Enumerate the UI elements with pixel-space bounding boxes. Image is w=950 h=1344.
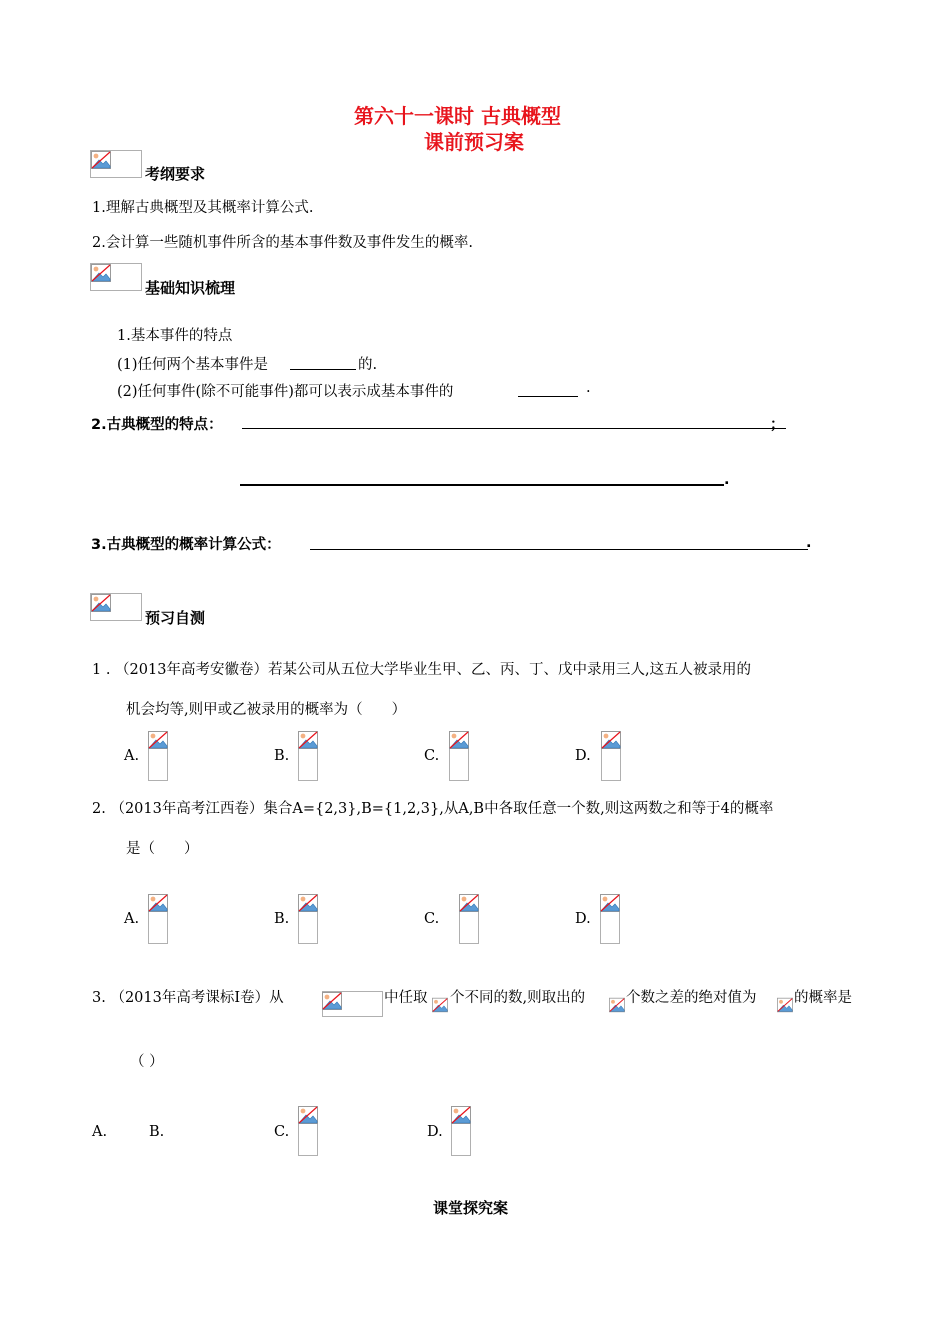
blank-underline xyxy=(290,369,356,370)
point2-line2-end: . xyxy=(724,472,730,488)
broken-image-icon xyxy=(601,731,621,749)
q2-option-c: C. xyxy=(424,911,440,927)
page-title: 第六十一课时 古典概型 xyxy=(354,104,561,128)
section-heading-jichu: 基础知识梳理 xyxy=(145,279,236,297)
section-heading-yuxi: 预习自测 xyxy=(145,609,206,627)
q1-option-c: C. xyxy=(424,748,440,764)
blank-underline xyxy=(518,396,578,397)
broken-image-icon xyxy=(148,894,168,912)
q1-option-b: B. xyxy=(274,748,290,764)
broken-image-icon xyxy=(777,996,793,1014)
point2-label: 2.古典概型的特点： xyxy=(91,417,223,433)
question-2-line1: 2. （2013年高考江西卷）集合A={2,3},B={1,2,3},从A,B中各取任意一个数,则这两数之和等于4的概率 xyxy=(92,801,774,817)
broken-image-icon xyxy=(449,731,469,749)
blank-underline xyxy=(310,549,808,550)
point3-end: . xyxy=(806,535,812,551)
point1-a-suffix: 的. xyxy=(358,357,378,373)
point2-end: ； xyxy=(770,417,785,433)
q1-option-a: A. xyxy=(124,748,140,764)
q3-option-c: C. xyxy=(274,1124,290,1140)
question-3-mid1: 中任取 xyxy=(384,990,428,1006)
point1-b-prefix: (2)任何事件(除不可能事件)都可以表示成基本事件的 xyxy=(117,384,454,400)
broken-image-icon xyxy=(609,996,625,1014)
broken-image-icon xyxy=(298,731,318,749)
q2-option-b: B. xyxy=(274,911,290,927)
question-3-end: 的概率是 xyxy=(794,990,852,1006)
broken-image-icon xyxy=(298,894,318,912)
question-3-mid3: 个数之差的绝对值为 xyxy=(626,990,757,1006)
kaogang-item-1: 1.理解古典概型及其概率计算公式. xyxy=(92,200,314,216)
broken-image-icon xyxy=(600,894,620,912)
kaogang-item-2: 2.会计算一些随机事件所含的基本事件数及事件发生的概率. xyxy=(92,235,473,251)
broken-image-icon xyxy=(148,731,168,749)
q2-option-d: D. xyxy=(575,911,591,927)
point3-label: 3.古典概型的概率计算公式： xyxy=(91,537,281,553)
question-1-line2: 机会均等,则甲或乙被录用的概率为（ ） xyxy=(126,702,407,718)
question-3-paren: （ ） xyxy=(130,1054,164,1070)
q2-option-a: A. xyxy=(124,911,140,927)
question-2-line2: 是（ ） xyxy=(126,841,199,857)
point1-b-suffix: . xyxy=(586,380,591,396)
blank-underline xyxy=(240,484,724,486)
broken-image-icon xyxy=(91,594,111,612)
question-3-prefix: 3. （2013年高考课标Ⅰ卷）从 xyxy=(92,990,284,1006)
q3-option-d: D. xyxy=(427,1124,443,1140)
broken-image-icon xyxy=(91,264,111,282)
q3-option-a: A. xyxy=(92,1124,108,1140)
blank-underline xyxy=(242,428,786,429)
broken-image-icon xyxy=(298,1106,318,1124)
question-3-mid2: 个不同的数,则取出的 xyxy=(450,990,586,1006)
broken-image-icon xyxy=(451,1106,471,1124)
question-1-line1: 1 . （2013年高考安徽卷）若某公司从五位大学毕业生甲、乙、丙、丁、戊中录用三人,这五人被录用的 xyxy=(92,662,752,678)
broken-image-icon xyxy=(432,996,448,1014)
page-subtitle: 课前预习案 xyxy=(424,130,524,154)
section-heading-kaogang: 考纲要求 xyxy=(145,165,206,183)
q3-option-b: B. xyxy=(149,1124,165,1140)
broken-image-icon xyxy=(322,992,342,1010)
broken-image-icon xyxy=(459,894,479,912)
broken-image-icon xyxy=(91,151,111,169)
point1-title: 1.基本事件的特点 xyxy=(117,328,233,344)
point1-a-prefix: (1)任何两个基本事件是 xyxy=(117,357,269,373)
section-heading-ketang: 课堂探究案 xyxy=(433,1199,509,1217)
q1-option-d: D. xyxy=(575,748,591,764)
